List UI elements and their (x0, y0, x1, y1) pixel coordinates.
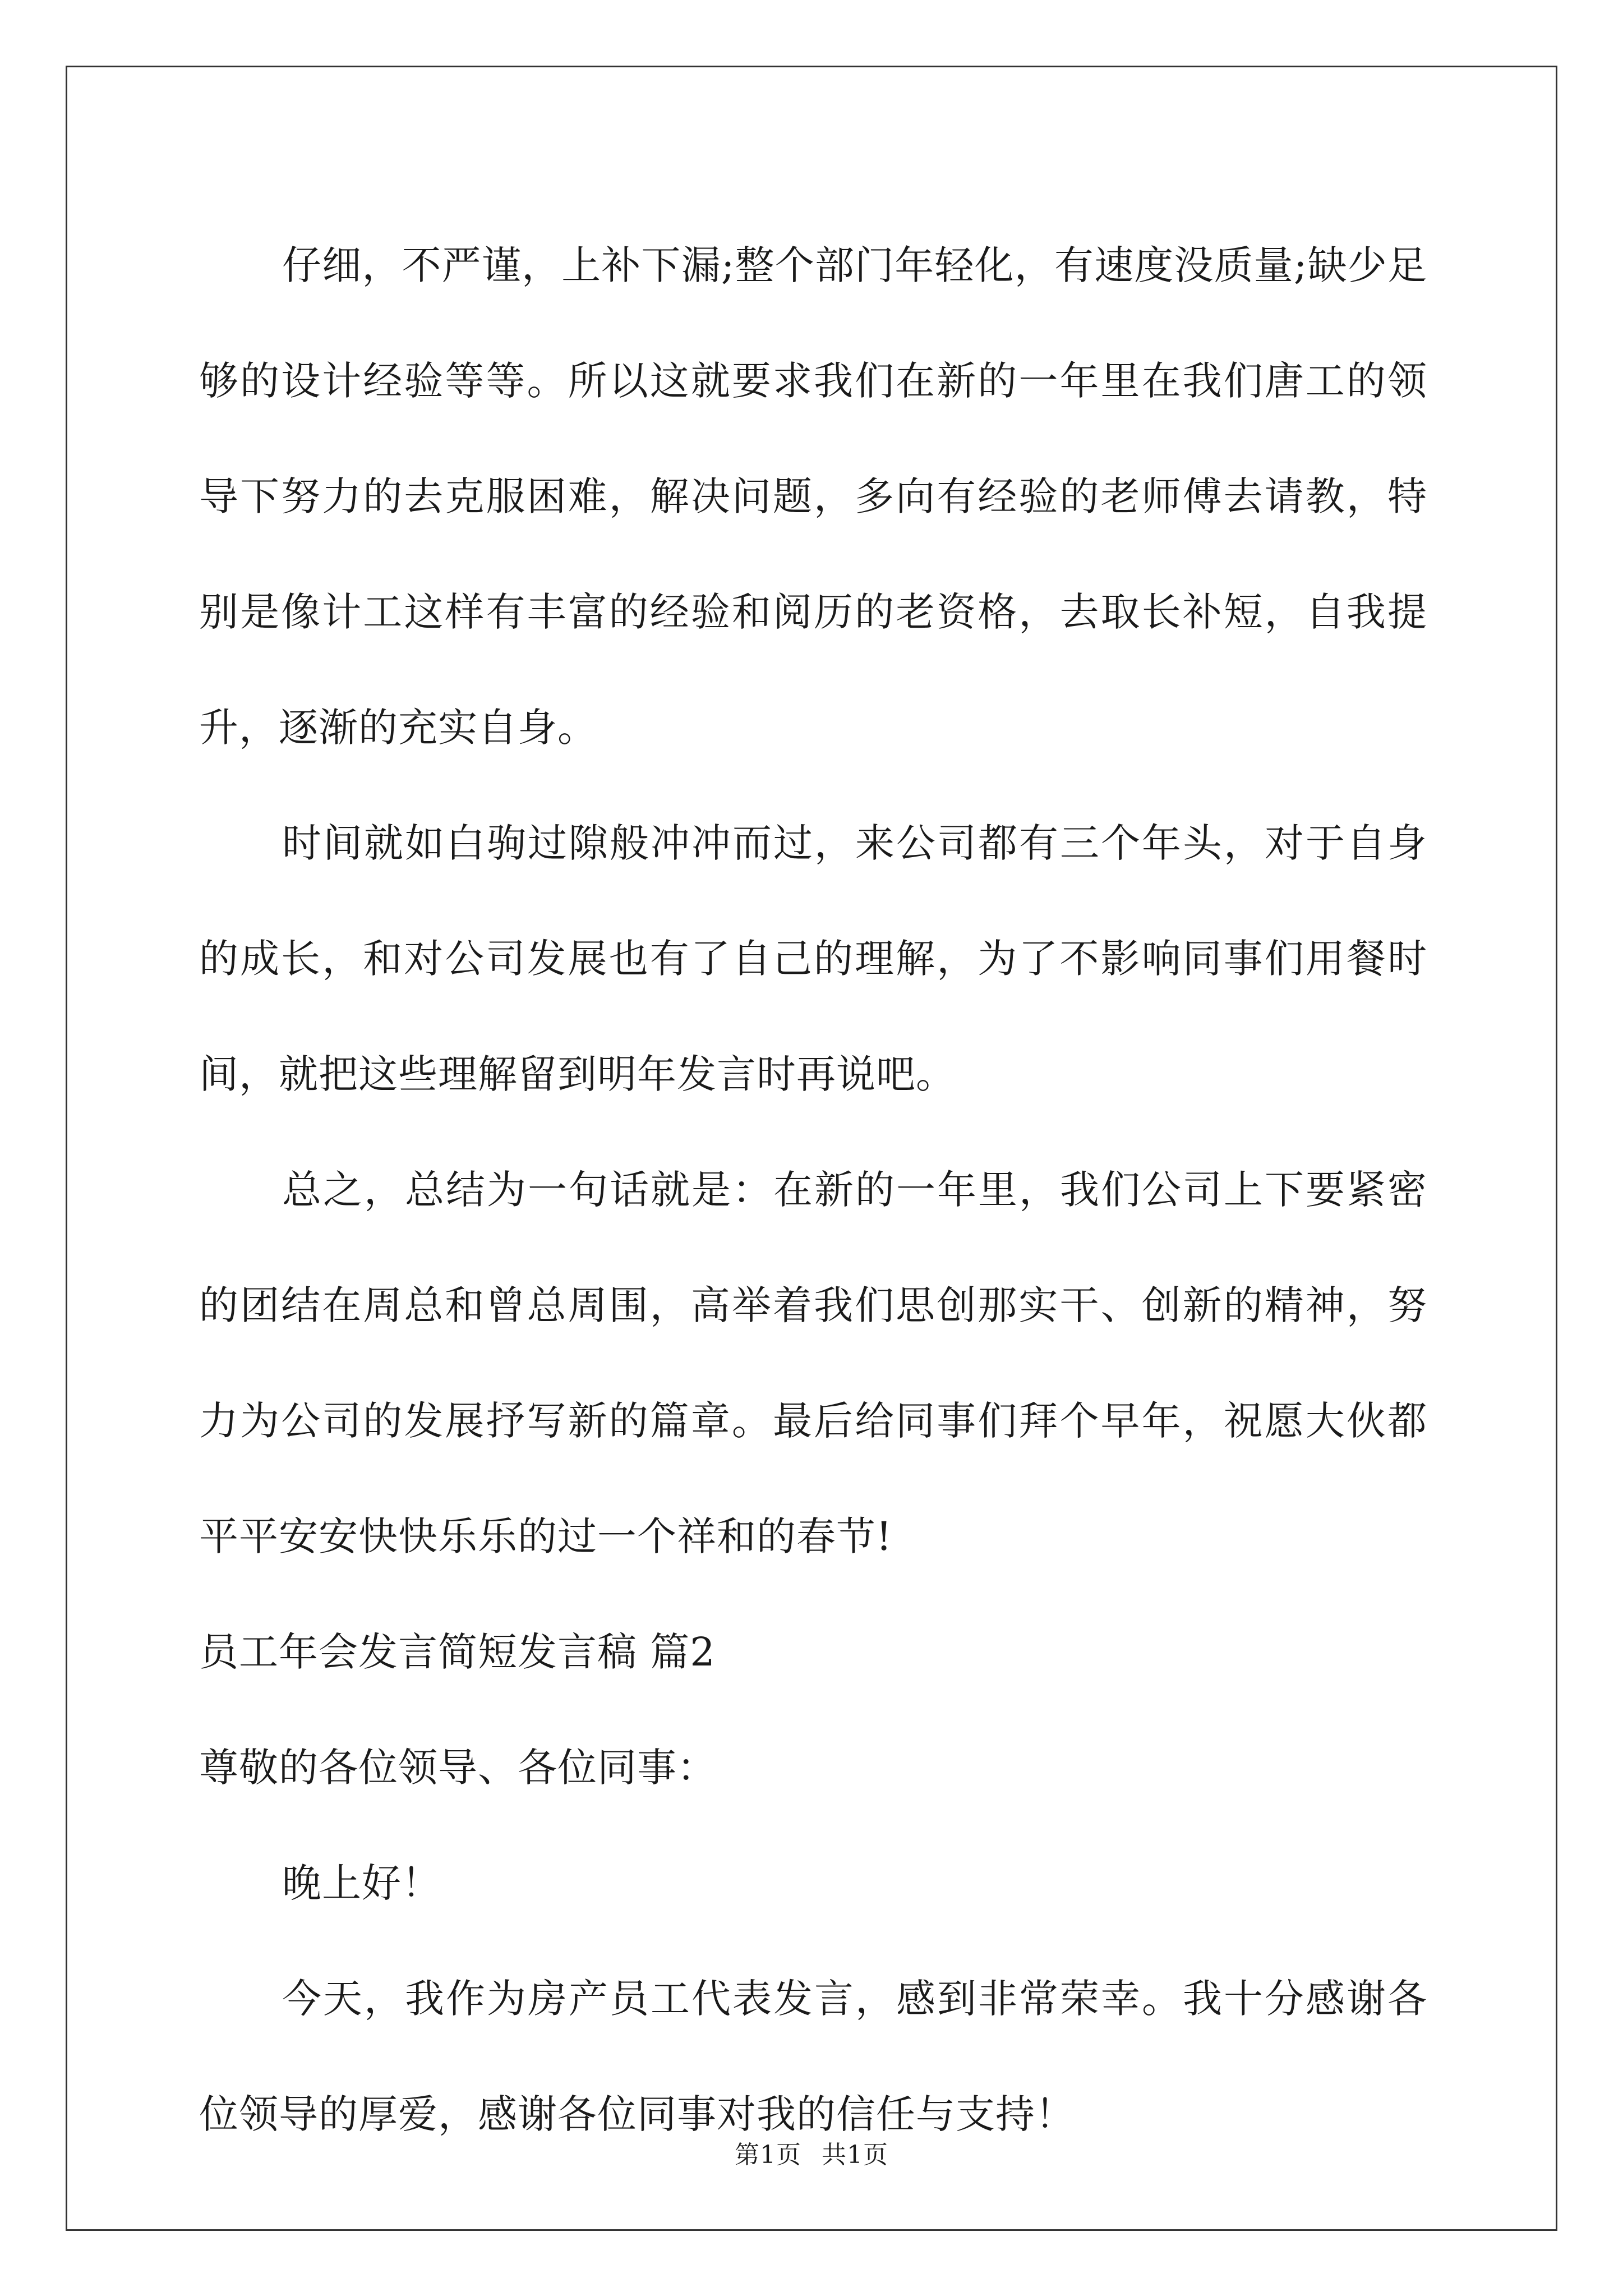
paragraph-time: 时间就如白驹过隙般冲冲而过，来公司都有三个年头，对于自身的成长，和对公司发展也有了自己的理解，为了不影响同事们用餐时间，就把这些理解留到明年发言时再说吧。 (199, 820, 1427, 1097)
page-number: 第1页 (735, 2141, 801, 2169)
page-footer (0, 2134, 1623, 2170)
paragraph-summary: 总之，总结为一句话就是：在新的一年里，我们公司上下要紧密的团结在周总和曾总周围，高举着我们思创那实干、创新的精神，努力为公司的发展抒写新的篇章。最后给同事们拜个早年，祝愿大伙都平平安安快快乐乐的过一个祥和的春节! (199, 1167, 1427, 1559)
page-total: 共1页 (822, 2141, 888, 2169)
salutation: 尊敬的各位领导、各位同事： (199, 1745, 717, 1791)
document-body (199, 208, 1427, 2172)
paragraph-intro: 今天，我作为房产员工代表发言，感到非常荣幸。我十分感谢各位领导的厚爱，感谢各位同事对我的信任与支持！ (199, 1976, 1427, 2137)
section-heading: 员工年会发言简短发言稿 篇2 (199, 1629, 716, 1675)
greeting: 晚上好！ (282, 1860, 441, 1906)
paragraph-continued: 仔细，不严谨，上补下漏;整个部门年轻化，有速度没质量;缺少足够的设计经验等等。所以这就要求我们在新的一年里在我们唐工的领导下努力的去克服困难，解决问题，多向有经验的老师傅去请教，特别是像计工这样有丰富的经验和阅历的老资格，去取长补短，自我提升，逐渐的充实自身。 (199, 242, 1427, 751)
